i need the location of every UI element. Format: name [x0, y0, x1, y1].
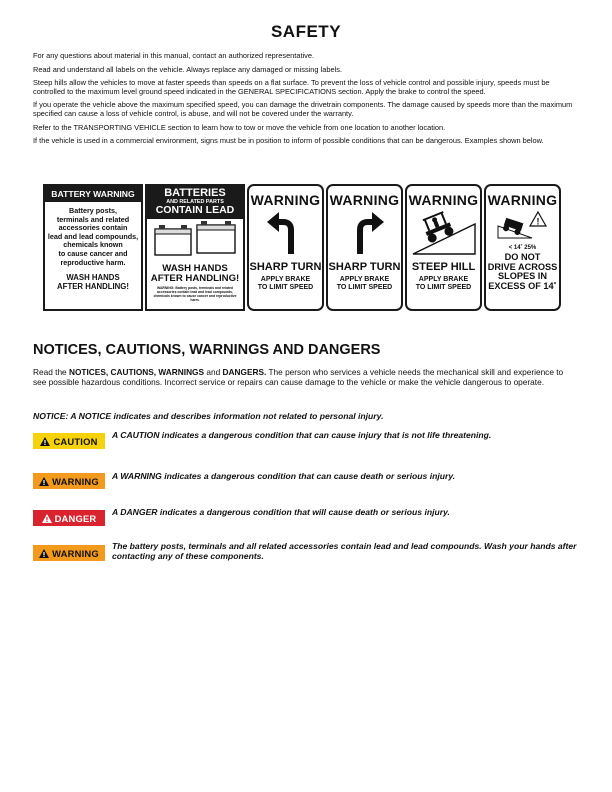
caution-label: [33, 433, 105, 449]
sign-text: EXCESS OF 14˚: [488, 280, 557, 291]
caution-description: A CAUTION indicates a dangerous condition that can cause injury that is not life threatening.: [112, 430, 492, 440]
read-intro-text: The person who services a vehicle needs the mechanical skill and experience to see possible hazardous conditions. Incorrect service or repairs can cause damage to the vehicle or make the vehicle dangerous to operate.: [33, 367, 564, 387]
sign-header: BATTERIES: [164, 187, 226, 199]
sign-text: terminals and related: [56, 214, 130, 224]
sign-text: SLOPES IN: [497, 271, 547, 282]
battery-warning-description: The battery posts, terminals and all related accessories contain lead and lead compounds. Wash your hands after contacting any of these components.: [112, 541, 577, 561]
sign-label: SHARP TURN: [328, 261, 401, 273]
sign-text: lead and lead compounds,: [47, 231, 139, 241]
battery-warning-label: [33, 545, 105, 561]
sign-text: reproductive harm.: [60, 257, 126, 267]
turn-left-arrow-icon: [251, 208, 321, 256]
paragraph: If the vehicle is used in a commercial environment, signs must be in position to inform of possible conditions that can be dangerous. Examples shown below.: [33, 136, 544, 146]
sign-sub: APPLY BRAKE: [418, 276, 469, 283]
rollover-slope-icon: [488, 208, 558, 240]
sharp-turn-right-sign: [326, 184, 403, 311]
read-intro-bold: DANGERS.: [222, 367, 267, 377]
svg-text:!: !: [536, 216, 539, 227]
page: [33, 0, 579, 151]
sign-text: Battery posts,: [69, 206, 117, 215]
sign-title: WARNING: [408, 192, 479, 208]
warning-triangle-icon: [40, 437, 50, 446]
sign-title: WARNING: [329, 192, 400, 208]
battery-warning-sign: [43, 184, 143, 311]
sign-sub: TO LIMIT SPEED: [415, 284, 472, 292]
danger-label: [33, 510, 105, 526]
sign-header: BATTERY WARNING: [45, 186, 141, 202]
page-title: SAFETY: [270, 22, 342, 41]
sign-sub: TO LIMIT SPEED: [257, 284, 314, 292]
sign-text: chemicals known: [63, 240, 123, 250]
sign-footer: WASH HANDS: [162, 263, 228, 274]
label-text: DANGER: [54, 512, 97, 524]
sign-examples: [43, 184, 563, 311]
steep-hill-vehicle-icon: [409, 208, 479, 256]
warning-description: A WARNING indicates a dangerous condition that can cause death or serious injury.: [112, 471, 456, 481]
slope-angle-label: < 14˚ 25%: [508, 245, 537, 251]
sign-text: DRIVE ACROSS: [487, 261, 558, 272]
sign-sub: APPLY BRAKE: [260, 276, 311, 283]
label-text: WARNING: [52, 475, 99, 487]
warning-triangle-icon: [39, 477, 49, 486]
sign-label: STEEP HILL: [411, 261, 476, 273]
warning-label: [33, 473, 105, 489]
batteries-icon: [147, 219, 243, 259]
paragraph: Read and understand all labels on the vehicle. Always replace any damaged or missing labels.: [33, 64, 342, 74]
sign-title: WARNING: [250, 192, 321, 208]
sign-sub: APPLY BRAKE: [339, 276, 390, 283]
label-text: CAUTION: [53, 435, 98, 447]
danger-description: A DANGER indicates a dangerous condition that will cause death or serious injury.: [112, 507, 450, 517]
label-text: WARNING: [52, 547, 99, 559]
read-intro-text: Read the: [33, 367, 69, 377]
sign-fine-print: WARNING: Battery posts, terminals and related accessories contain lead and lead compounds, chemicals known to cause cancer and reproductive harm.: [153, 286, 237, 302]
contains-lead-sign: [145, 184, 245, 311]
read-intro-text: and: [204, 367, 223, 377]
notice-text: NOTICE: A NOTICE indicates and describes information not related to personal injury.: [33, 411, 384, 421]
sign-footer: WASH HANDS: [66, 273, 120, 283]
paragraph: Steep hills allow the vehicles to move at faster speeds than speeds on a flat surface. To prevent the loss of vehicle control and possible injury, speeds must be controlled to the maximum level ground speed indicated in the GENERAL SPECIFICATIONS section. Apply the brake to control the speed.: [33, 78, 550, 96]
sign-text: to cause cancer and: [58, 248, 128, 258]
sign-header: AND RELATED PARTS: [166, 199, 224, 205]
slope-warning-sign: [484, 184, 561, 311]
sign-header: CONTAIN LEAD: [155, 204, 235, 216]
turn-right-arrow-icon: [330, 208, 400, 256]
warning-triangle-icon: [39, 549, 49, 558]
read-intro-paragraph: [33, 368, 578, 387]
steep-hill-sign: [405, 184, 482, 311]
sign-label: SHARP TURN: [249, 261, 322, 273]
sign-sub: TO LIMIT SPEED: [336, 284, 393, 292]
warning-triangle-icon: [42, 514, 52, 523]
sign-footer: AFTER HANDLING!: [57, 281, 129, 291]
sharp-turn-left-sign: [247, 184, 324, 311]
paragraph: Refer to the TRANSPORTING VEHICLE section to learn how to tow or move the vehicle from one location to another location.: [33, 122, 446, 132]
sign-text: accessories contain: [58, 223, 128, 233]
section-heading: NOTICES, CAUTIONS, WARNINGS AND DANGERS: [33, 342, 381, 358]
sign-text: DO NOT: [504, 252, 541, 262]
sign-footer: AFTER HANDLING!: [150, 273, 240, 284]
sign-title: WARNING: [487, 192, 558, 208]
paragraph: For any questions about material in this manual, contact an authorized representative.: [33, 51, 315, 60]
paragraph: If you operate the vehicle above the maximum specified speed, you can damage the drivetrain components. The damage caused by speeds more than the maximum specified can cause a loss of vehicle control, is abuse, and will not be covered under the warranty.: [33, 100, 573, 118]
read-intro-bold: NOTICES, CAUTIONS, WARNINGS: [68, 367, 205, 377]
